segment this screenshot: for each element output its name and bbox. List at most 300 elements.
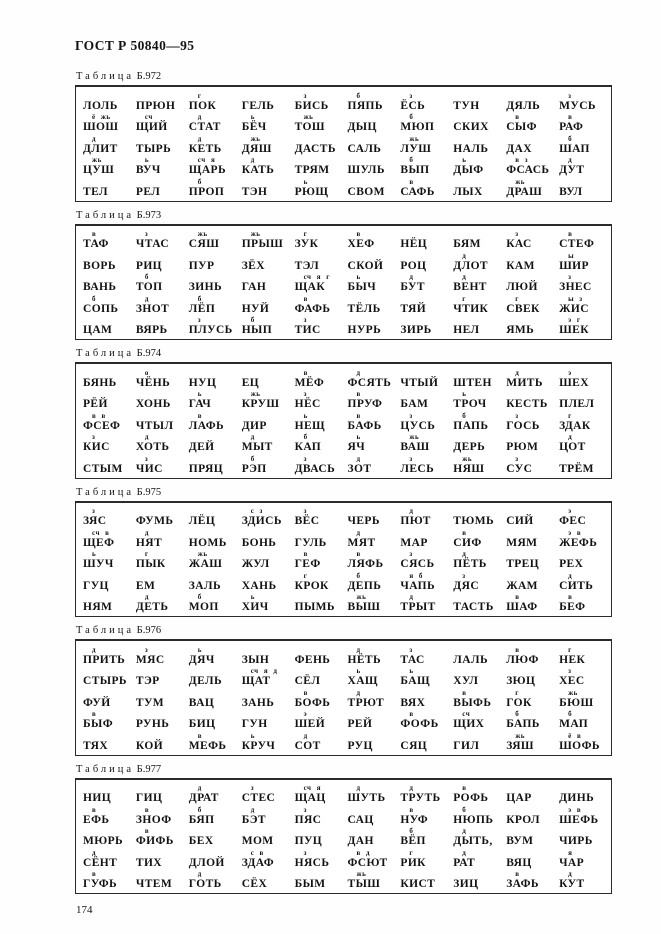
cell-superscript: д <box>356 784 361 792</box>
cell-word: ЦАР <box>506 792 532 804</box>
table-cell <box>450 804 503 826</box>
cell-word: НЫП <box>241 324 273 336</box>
cell-word: СИЙ <box>506 515 534 527</box>
table-cell <box>450 410 503 432</box>
cell-word: СТЕФ <box>559 238 595 250</box>
cell-word: ПОК <box>188 99 217 112</box>
table-cell <box>345 293 398 315</box>
table-cell <box>503 272 556 294</box>
cell-superscript: г <box>144 550 149 558</box>
cell-superscript: ь <box>250 731 255 740</box>
cell-superscript: г <box>303 230 308 238</box>
cell-word: РИК <box>400 856 426 869</box>
cell-word: БЁЧ <box>241 121 267 133</box>
table-cell <box>345 155 398 177</box>
cell-word: ВЁС <box>294 515 320 527</box>
table-cell <box>80 315 133 337</box>
cell-superscript: в <box>356 230 361 238</box>
table-cell <box>292 527 345 549</box>
cell-word: НОМЬ <box>188 536 227 549</box>
cell-word: МЯС <box>135 653 165 666</box>
cell-word: МИТЬ <box>506 376 543 389</box>
cell-superscript: в <box>92 710 97 718</box>
table-cell <box>292 570 345 592</box>
cell-word: СТЫРЬ <box>83 675 127 687</box>
cell-superscript: ы з <box>568 294 583 303</box>
table-cell <box>186 570 239 592</box>
cell-word: КЕТЬ <box>188 142 222 155</box>
cell-word: БЮШ <box>559 696 594 709</box>
table-cell <box>556 687 609 709</box>
table-cell <box>556 112 609 134</box>
cell-superscript: б <box>197 593 202 601</box>
table-section-Б.976 <box>75 624 612 756</box>
table-cell <box>345 826 398 848</box>
table-cell <box>133 133 186 155</box>
cell-word: ДЫТЬ, <box>453 835 493 847</box>
table-cell <box>292 506 345 528</box>
table-cell <box>292 432 345 454</box>
cell-superscript: з <box>197 316 202 324</box>
table-cell <box>450 506 503 528</box>
table-cell <box>556 847 609 869</box>
cell-word: ЛЁЦ <box>188 515 216 527</box>
cell-superscript: сч <box>144 113 153 121</box>
cell-superscript: в <box>92 870 97 878</box>
cell-word: ШТЕН <box>453 376 492 389</box>
table-cell <box>450 315 503 337</box>
cell-superscript: г <box>197 91 202 100</box>
table-cell <box>397 90 450 112</box>
cell-word: МАР <box>400 536 428 549</box>
cell-word: ДАСТЬ <box>294 142 336 155</box>
cell-word: ГЕЛЬ <box>241 99 275 112</box>
table-cell <box>292 730 345 752</box>
cell-word: СУС <box>506 462 533 475</box>
table-cell <box>80 176 133 198</box>
cell-word: КАМ <box>506 259 535 272</box>
table-cell <box>80 527 133 549</box>
cell-superscript: з <box>144 230 149 238</box>
table-cell <box>239 389 292 411</box>
table-cell <box>556 432 609 454</box>
table-cell <box>186 410 239 432</box>
table-cell <box>133 549 186 571</box>
table-cell <box>556 389 609 411</box>
cell-superscript: б <box>144 273 149 281</box>
table-cell <box>556 869 609 891</box>
cell-superscript: я б <box>409 571 423 580</box>
table-cell <box>450 847 503 869</box>
table-cell <box>292 112 345 134</box>
cell-word: ДАХ <box>506 142 532 155</box>
table-cell <box>239 666 292 688</box>
cell-word: ПЫК <box>135 558 166 570</box>
cell-word: ГАЧ <box>188 398 212 410</box>
table-cell <box>345 730 398 752</box>
table-cell <box>503 133 556 155</box>
cell-superscript: жь <box>250 390 261 398</box>
cell-word: МЁФ <box>294 376 325 389</box>
cell-word: КОЙ <box>135 739 164 752</box>
cell-word: ЧАПЬ <box>400 579 435 592</box>
cell-word: ГИЛ <box>453 739 480 752</box>
cell-word: САЛЬ <box>347 142 382 155</box>
table-cell <box>239 315 292 337</box>
cell-word: БЯП <box>188 813 215 826</box>
syllable-table <box>75 224 612 341</box>
table-cell <box>556 666 609 688</box>
table-cell <box>556 229 609 251</box>
table-cell <box>133 570 186 592</box>
cell-word: ХОТЬ <box>135 441 170 453</box>
cell-superscript: о <box>144 368 149 377</box>
cell-word: ПРЯЦ <box>188 462 224 475</box>
table-cell <box>186 272 239 294</box>
cell-superscript: в <box>515 593 520 601</box>
table-cell <box>397 804 450 826</box>
cell-superscript: ы <box>568 251 575 260</box>
cell-superscript: д <box>92 848 97 857</box>
cell-word: РЕХ <box>559 558 584 570</box>
cell-word: ЗЁХ <box>241 259 265 272</box>
table-cell <box>345 644 398 666</box>
cell-superscript: ь <box>356 273 361 281</box>
cell-word: ДВАСЬ <box>294 462 336 475</box>
cell-word: ДЯС <box>453 579 480 592</box>
cell-superscript: в д <box>356 848 371 857</box>
cell-word: ТРЕЦ <box>506 558 540 570</box>
table-cell <box>397 666 450 688</box>
table-cell <box>345 176 398 198</box>
table-cell <box>450 293 503 315</box>
cell-superscript: з <box>409 550 413 558</box>
table-cell <box>450 90 503 112</box>
cell-word: РЮЩ <box>294 185 329 198</box>
cell-superscript: з <box>409 645 413 654</box>
cell-word: ЧТЫЙ <box>400 376 439 389</box>
table-cell <box>397 367 450 389</box>
cell-word: МОП <box>188 601 219 613</box>
table-number: Б.977 <box>134 763 162 775</box>
cell-superscript: в <box>356 390 361 398</box>
cell-superscript: в <box>356 411 361 420</box>
cell-superscript: в <box>409 177 414 186</box>
table-cell <box>556 90 609 112</box>
cell-superscript: в <box>515 870 520 878</box>
cell-word: ДЛОТ <box>453 259 488 272</box>
table-cell <box>133 869 186 891</box>
table-cell <box>133 250 186 272</box>
cell-word: ВОРЬ <box>83 259 116 272</box>
cell-word: КИСТ <box>400 878 436 890</box>
cell-word: ПЫМЬ <box>294 601 335 613</box>
cell-superscript: д <box>144 593 149 601</box>
table-cell <box>556 506 609 528</box>
table-cell <box>239 90 292 112</box>
tables-container <box>75 70 612 894</box>
cell-word: ДИР <box>241 419 267 432</box>
table-cell <box>397 527 450 549</box>
cell-superscript: г <box>568 645 572 654</box>
cell-word: ДЯШ <box>241 142 272 155</box>
cell-word: ДЕРЬ <box>453 441 486 453</box>
cell-word: СТЕС <box>241 792 276 804</box>
cell-word: ДЛИТ <box>83 142 118 155</box>
table-cell <box>186 592 239 614</box>
table-cell <box>345 389 398 411</box>
table-cell <box>292 869 345 891</box>
cell-word: РЕЛ <box>135 185 161 198</box>
cell-superscript: в <box>568 593 573 601</box>
table-cell <box>80 432 133 454</box>
table-cell <box>133 592 186 614</box>
cell-word: НЁЦ <box>400 238 428 250</box>
table-cell <box>450 730 503 752</box>
table-cell <box>239 293 292 315</box>
cell-word: ФОФЬ <box>400 718 439 730</box>
cell-superscript: з <box>92 433 96 441</box>
table-cell <box>80 826 133 848</box>
table-cell <box>556 250 609 272</box>
table-cell <box>133 666 186 688</box>
table-cell <box>450 453 503 475</box>
cell-superscript: з <box>303 390 307 398</box>
cell-word: ЗЯШ <box>506 739 534 752</box>
table-cell <box>397 229 450 251</box>
table-cell <box>186 869 239 891</box>
table-cell <box>397 453 450 475</box>
table-cell <box>80 112 133 134</box>
cell-superscript: ё жь <box>92 113 111 121</box>
table-cell <box>397 687 450 709</box>
cell-superscript: г <box>462 294 466 303</box>
cell-word: ТРУТЬ <box>400 792 441 804</box>
cell-word: ПРОП <box>188 185 225 198</box>
cell-word: БЫМ <box>294 878 326 890</box>
cell-word: ЯЧ <box>347 441 366 453</box>
cell-word: ФСЮТ <box>347 856 388 869</box>
cell-word: ШОШ <box>83 121 119 133</box>
table-cell <box>239 410 292 432</box>
cell-superscript: б <box>515 710 520 718</box>
table-cell <box>80 367 133 389</box>
cell-word: ТАСТЬ <box>453 601 494 613</box>
table-cell <box>397 570 450 592</box>
table-cell <box>345 112 398 134</box>
cell-word: ЗЯС <box>83 515 107 527</box>
table-cell <box>186 133 239 155</box>
table-cell <box>503 709 556 731</box>
cell-superscript: д <box>356 645 361 654</box>
table-cell <box>345 90 398 112</box>
table-cell <box>133 90 186 112</box>
cell-superscript: д <box>250 433 255 441</box>
page-number: 174 <box>76 904 93 916</box>
cell-word: ДЫФ <box>453 164 484 176</box>
table-cell <box>556 293 609 315</box>
cell-word: СЫФ <box>506 121 537 133</box>
table-cell <box>503 367 556 389</box>
cell-superscript: з <box>144 454 149 463</box>
cell-word: ЗЮЦ <box>506 675 536 687</box>
cell-word: СЯШ <box>188 238 220 250</box>
table-cell <box>556 410 609 432</box>
cell-word: ЧЕРЬ <box>347 515 380 527</box>
cell-word: ТРЁМ <box>559 462 594 475</box>
table-cell <box>80 389 133 411</box>
cell-word: БАФЬ <box>347 419 382 432</box>
table-cell <box>186 315 239 337</box>
table-cell <box>133 432 186 454</box>
cell-superscript: я <box>568 848 573 857</box>
cell-superscript: з <box>515 411 519 420</box>
cell-word: НУЦ <box>188 376 217 389</box>
cell-word: ЛЮФ <box>506 653 539 666</box>
cell-superscript: д <box>462 550 467 558</box>
cell-superscript: сч я д <box>250 667 278 675</box>
table-cell <box>292 592 345 614</box>
cell-word: СИФ <box>453 536 482 549</box>
cell-word: ЖЕФЬ <box>559 536 598 549</box>
cell-word: ШЕФЬ <box>559 813 599 826</box>
cell-word: ТЭР <box>135 675 160 687</box>
cell-word: СВОМ <box>347 185 385 198</box>
cell-superscript: г <box>409 848 414 857</box>
cell-word: ПУЦ <box>294 835 323 847</box>
cell-superscript: з <box>568 273 572 281</box>
table-cell <box>292 709 345 731</box>
cell-superscript: б <box>250 454 255 463</box>
cell-superscript: д <box>356 688 361 697</box>
table-cell <box>450 133 503 155</box>
cell-word: ЛАЛЬ <box>453 653 488 666</box>
table-caption-word: Таблица <box>76 486 135 498</box>
cell-superscript: э г <box>568 316 581 324</box>
cell-word: ЗАНЬ <box>241 696 275 709</box>
table-cell <box>292 804 345 826</box>
table-cell <box>556 176 609 198</box>
table-number: Б.974 <box>134 348 162 359</box>
cell-word: ЩАК <box>294 281 326 293</box>
table-cell <box>345 592 398 614</box>
cell-word: ПЯС <box>294 813 322 826</box>
cell-word: ПЛУСЬ <box>188 324 233 336</box>
cell-word: ШУЛЬ <box>347 164 385 176</box>
cell-word: ЗИЦ <box>453 878 479 890</box>
cell-word: ДРАТ <box>188 792 219 804</box>
table-caption <box>76 763 612 776</box>
cell-word: ПЛЕЛ <box>559 398 595 410</box>
cell-word: ДЕПЬ <box>347 579 382 592</box>
cell-superscript: сч я <box>197 156 216 164</box>
cell-word: ЗУК <box>294 238 319 250</box>
cell-superscript: в <box>144 827 150 835</box>
cell-word: БОНЬ <box>241 536 277 549</box>
table-cell <box>80 709 133 731</box>
table-cell <box>186 367 239 389</box>
cell-word: ВУМ <box>506 835 534 847</box>
table-cell <box>186 90 239 112</box>
cell-superscript: ь <box>303 177 308 186</box>
cell-word: ЗИРЬ <box>400 324 432 336</box>
table-cell <box>345 432 398 454</box>
table-cell <box>397 549 450 571</box>
syllable-table <box>75 501 612 618</box>
cell-superscript: б <box>92 294 96 303</box>
table-cell <box>239 506 292 528</box>
table-cell <box>239 367 292 389</box>
cell-superscript: д <box>92 134 97 143</box>
cell-superscript: д <box>515 368 520 377</box>
table-cell <box>292 315 345 337</box>
cell-word: ЛЁП <box>188 302 216 315</box>
cell-word: ЗДАФ <box>241 856 275 869</box>
cell-word: ПРИТЬ <box>83 653 126 666</box>
table-cell <box>239 112 292 134</box>
table-cell <box>292 687 345 709</box>
table-cell <box>556 730 609 752</box>
cell-word: БЭТ <box>241 813 266 826</box>
cell-word: ЗОТ <box>347 462 372 475</box>
table-cell <box>345 783 398 805</box>
table-cell <box>397 644 450 666</box>
table-cell <box>292 549 345 571</box>
cell-superscript: жь <box>515 177 525 186</box>
cell-word: НАЛЬ <box>453 142 489 155</box>
cell-superscript: д <box>462 273 467 281</box>
cell-word: КУТ <box>559 878 585 890</box>
cell-superscript: б <box>356 91 361 100</box>
cell-superscript: в <box>356 550 361 558</box>
cell-word: БАПЬ <box>506 718 540 730</box>
cell-word: ШУТЬ <box>347 792 386 804</box>
cell-word: НЕЛ <box>453 324 480 336</box>
table-section-Б.977 <box>75 763 612 895</box>
cell-word: КРОЛ <box>506 813 541 826</box>
cell-superscript: ь <box>356 667 361 675</box>
table-cell <box>292 250 345 272</box>
cell-word: ЗЫН <box>241 653 270 666</box>
cell-word: ПРЫШ <box>241 238 284 250</box>
cell-superscript: д <box>197 784 202 792</box>
table-cell <box>503 804 556 826</box>
cell-word: ПРУФ <box>347 398 383 410</box>
table-cell <box>292 666 345 688</box>
cell-word: ЯМЬ <box>506 324 535 336</box>
table-cell <box>345 804 398 826</box>
table-cell <box>80 592 133 614</box>
cell-word: ПАПЬ <box>453 419 489 432</box>
table-cell <box>186 549 239 571</box>
table-cell <box>345 869 398 891</box>
cell-word: ДУТ <box>559 164 585 176</box>
table-cell <box>450 709 503 731</box>
cell-superscript: жь <box>250 230 261 238</box>
table-cell <box>80 570 133 592</box>
cell-word: ДЕЛЬ <box>188 675 222 687</box>
cell-word: ВЯРЬ <box>135 324 168 336</box>
table-cell <box>292 453 345 475</box>
cell-word: НЯМ <box>83 601 113 613</box>
table-cell <box>292 293 345 315</box>
table-cell <box>80 783 133 805</box>
cell-superscript: жь <box>409 134 420 143</box>
table-cell <box>450 250 503 272</box>
cell-word: ЗИНЬ <box>188 281 222 293</box>
cell-word: ЗАЛЬ <box>188 579 221 592</box>
table-cell <box>450 592 503 614</box>
